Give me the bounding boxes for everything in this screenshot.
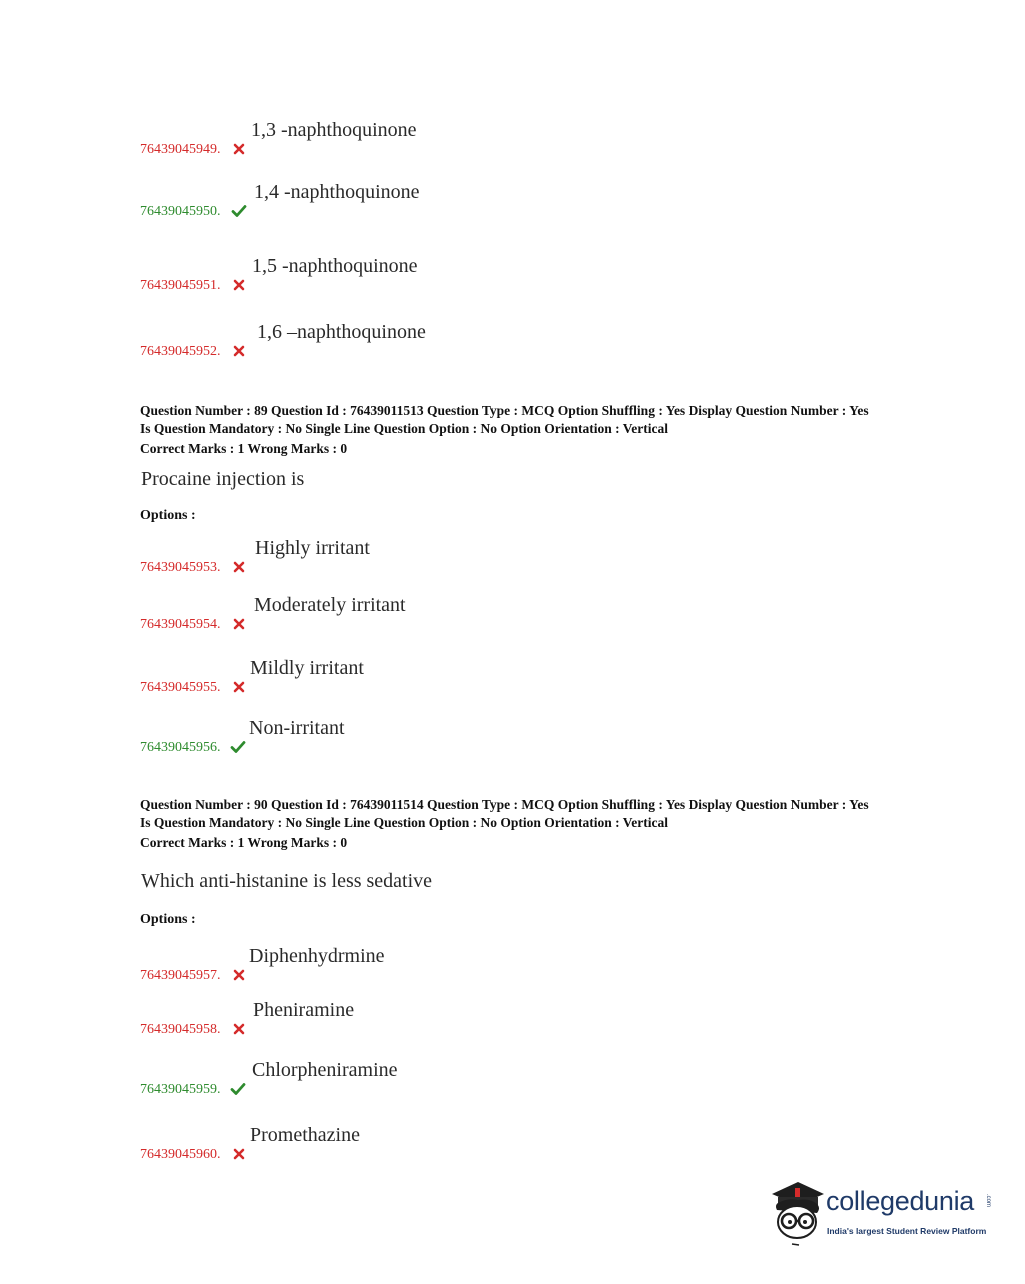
option-text: Diphenhydrmine	[249, 945, 385, 967]
option-text: Promethazine	[250, 1124, 360, 1146]
option-row	[140, 118, 840, 158]
cross-icon	[232, 278, 246, 292]
option-id: 76439045952.	[140, 344, 221, 359]
option-id: 76439045955.	[140, 680, 221, 695]
cross-icon	[232, 1022, 246, 1036]
cross-icon	[232, 617, 246, 631]
mascot-icon	[768, 1178, 826, 1248]
option-id: 76439045949.	[140, 142, 221, 157]
question-meta	[140, 402, 880, 458]
question-meta	[140, 796, 880, 852]
question-meta-text: Question Number : 90 Question Id : 76439011514 Question Type : MCQ Option Shuffling : Yes Display Question Number : Yes Is Question Mandatory : No Single Line Question Option : No Option Orientation : Vertical	[140, 797, 869, 830]
question-meta-text: Question Number : 89 Question Id : 76439011513 Question Type : MCQ Option Shuffling : Yes Display Question Number : Yes Is Question Mandatory : No Single Line Question Option : No Option Orientation : Vertical	[140, 403, 869, 436]
option-row	[140, 716, 840, 756]
question-text: Procaine injection is	[141, 468, 305, 490]
option-text: Chlorpheniramine	[252, 1059, 398, 1081]
option-row	[140, 1123, 840, 1163]
option-id: 76439045960.	[140, 1147, 221, 1162]
option-id: 76439045958.	[140, 1022, 221, 1037]
option-text: Highly irritant	[255, 537, 370, 559]
options-label: Options :	[140, 508, 196, 523]
option-row	[140, 180, 840, 220]
option-text: 1,3 -naphthoquinone	[251, 119, 417, 141]
option-text: 1,4 -naphthoquinone	[254, 181, 420, 203]
option-id: 76439045950.	[140, 204, 221, 219]
cross-icon	[232, 142, 246, 156]
option-row	[140, 254, 840, 294]
option-row	[140, 998, 840, 1038]
option-id: 76439045957.	[140, 968, 221, 983]
option-row	[140, 944, 840, 984]
cross-icon	[232, 680, 246, 694]
option-text: 1,5 -naphthoquinone	[252, 255, 418, 277]
option-text: Mildly irritant	[250, 657, 364, 679]
option-row	[140, 593, 840, 633]
brand-tagline: India's largest Student Review Platform	[827, 1226, 987, 1236]
option-text: Non-irritant	[249, 717, 345, 739]
check-icon	[230, 1082, 244, 1096]
options-label: Options :	[140, 912, 196, 927]
question-text: Which anti-histanine is less sedative	[141, 870, 433, 892]
check-icon	[230, 740, 244, 754]
option-text: Moderately irritant	[254, 594, 406, 616]
check-icon	[231, 204, 245, 218]
cross-icon	[232, 560, 246, 574]
question-marks: Correct Marks : 1 Wrong Marks : 0	[140, 835, 348, 850]
brand-name: collegedunia	[826, 1186, 975, 1216]
cross-icon	[232, 344, 246, 358]
option-id: 76439045954.	[140, 617, 221, 632]
brand-domain: .com	[985, 1194, 991, 1208]
option-id: 76439045951.	[140, 278, 221, 293]
option-row	[140, 656, 840, 696]
option-text: 1,6 –naphthoquinone	[257, 321, 426, 343]
option-row	[140, 1058, 840, 1098]
option-row	[140, 536, 840, 576]
question-marks: Correct Marks : 1 Wrong Marks : 0	[140, 441, 348, 456]
option-id: 76439045953.	[140, 560, 221, 575]
option-row	[140, 320, 840, 360]
option-id: 76439045956.	[140, 740, 221, 755]
option-id: 76439045959.	[140, 1082, 221, 1097]
cross-icon	[232, 1147, 246, 1161]
option-text: Pheniramine	[253, 999, 355, 1021]
collegedunia-logo	[768, 1178, 998, 1248]
cross-icon	[232, 968, 246, 982]
